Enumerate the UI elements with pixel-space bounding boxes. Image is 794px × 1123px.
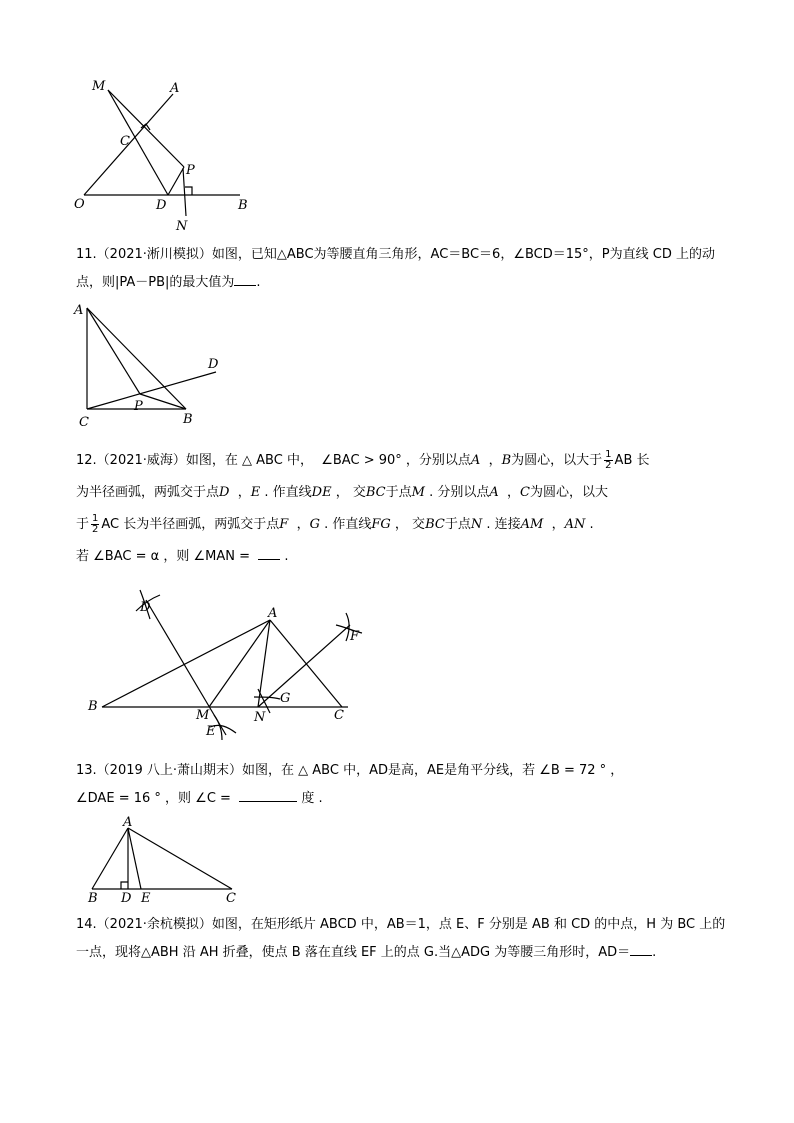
label-b: B — [238, 198, 248, 213]
q12-line-4: 若 ∠BAC = α ，则 ∠MAN = . — [76, 541, 726, 573]
figure-q11 — [70, 298, 230, 433]
line-de — [146, 600, 226, 735]
fraction-one-half: $\frac{1}{2}$ — [605, 449, 612, 471]
label-a: A — [123, 815, 133, 830]
line-cd — [87, 372, 216, 409]
question-11 — [76, 241, 726, 297]
segment-an — [258, 620, 270, 707]
label-e: E — [206, 724, 216, 739]
line-fg — [258, 625, 350, 707]
q14-line-2: 一点，现将△ABH 沿 AH 折叠，使点 B 落在直线 EF 上的点 G.当△ADG 为等腰三角形时，AD＝ . — [76, 939, 726, 967]
label-o: O — [74, 197, 85, 212]
label-c: C — [79, 415, 89, 430]
label-c: C — [334, 708, 344, 723]
label-b: B — [88, 891, 98, 905]
answer-blank[interactable] — [234, 271, 256, 286]
segment-ap — [87, 308, 140, 394]
label-p: P — [134, 399, 143, 414]
label-b: B — [88, 699, 98, 714]
answer-blank[interactable] — [239, 787, 297, 802]
label-f: F — [350, 629, 360, 644]
figure-q11-svg — [70, 298, 230, 433]
q12-line-1: 12.（2021·威海）如图，在 △ ABC 中， ∠BAC > 90° ，分别以点A ，B为圆心，以大于 $\frac{1}{2}$ AB 长 — [76, 449, 650, 471]
figure-q10-svg — [70, 70, 260, 240]
q12-line-3: 于 $\frac{1}{2}$ AC 长为半径画弧，两弧交于点F ，G . 作直线FG ， 交BC于点N . 连接AM ，AN . — [76, 513, 594, 535]
label-c: C — [226, 891, 236, 905]
answer-blank[interactable] — [630, 941, 652, 956]
segment-ac — [128, 828, 232, 889]
label-p: P — [186, 163, 195, 178]
right-angle-mark-d — [185, 187, 192, 195]
figure-q12 — [80, 585, 380, 745]
figure-q10 — [70, 70, 260, 240]
label-e: E — [141, 891, 151, 905]
q12-line-2: 为半径画弧，两弧交于点D ，E . 作直线DE ， 交BC于点M . 分别以点A ，C为圆心，以大 — [76, 485, 608, 500]
q11-line-1: 11.（2021·淅川模拟）如图，已知△ABC为等腰直角三角形，AC＝BC＝6，∠BCD＝15°，P为直线 CD 上的动 — [76, 247, 715, 262]
segment-ba — [92, 828, 128, 889]
segment-ba — [102, 620, 270, 707]
figure-q13-svg — [80, 813, 250, 905]
label-m: M — [92, 79, 106, 94]
label-a: A — [74, 303, 84, 318]
label-d: D — [156, 198, 167, 213]
fraction-one-half: $\frac{1}{2}$ — [92, 513, 99, 535]
q13-line-2: ∠DAE = 16 ° ，则 ∠C = 度 . — [76, 785, 726, 813]
q11-line-2: 点，则|PA－PB|的最大值为 . — [76, 269, 726, 297]
label-a: A — [170, 81, 180, 96]
label-d: D — [140, 600, 151, 615]
label-d: D — [208, 357, 219, 372]
label-n: N — [176, 219, 188, 234]
bisector-ae — [128, 828, 141, 889]
question-13 — [76, 757, 726, 813]
figure-q13 — [80, 813, 250, 905]
label-g: G — [280, 691, 291, 706]
label-b: B — [183, 412, 193, 427]
q14-line-1: 14.（2021·余杭模拟）如图，在矩形纸片 ABCD 中，AB＝1，点 E、F 分别是 AB 和 CD 的中点，H 为 BC 上的 — [76, 917, 726, 932]
question-14 — [76, 911, 726, 967]
label-a: A — [268, 606, 278, 621]
figure-q12-svg — [80, 585, 380, 745]
label-d: D — [121, 891, 132, 905]
line-dp — [168, 167, 184, 195]
segment-ab — [87, 308, 186, 409]
q13-line-1: 13.（2019 八上·萧山期末）如图，在 △ ABC 中，AD是高，AE是角平分线，若 ∠B = 72 ° ， — [76, 763, 624, 778]
label-c: C — [120, 134, 130, 149]
answer-blank[interactable] — [258, 545, 280, 560]
label-n: N — [254, 710, 266, 725]
label-m: M — [196, 708, 210, 723]
question-12 — [76, 445, 726, 573]
right-angle-mark-d — [121, 882, 128, 889]
